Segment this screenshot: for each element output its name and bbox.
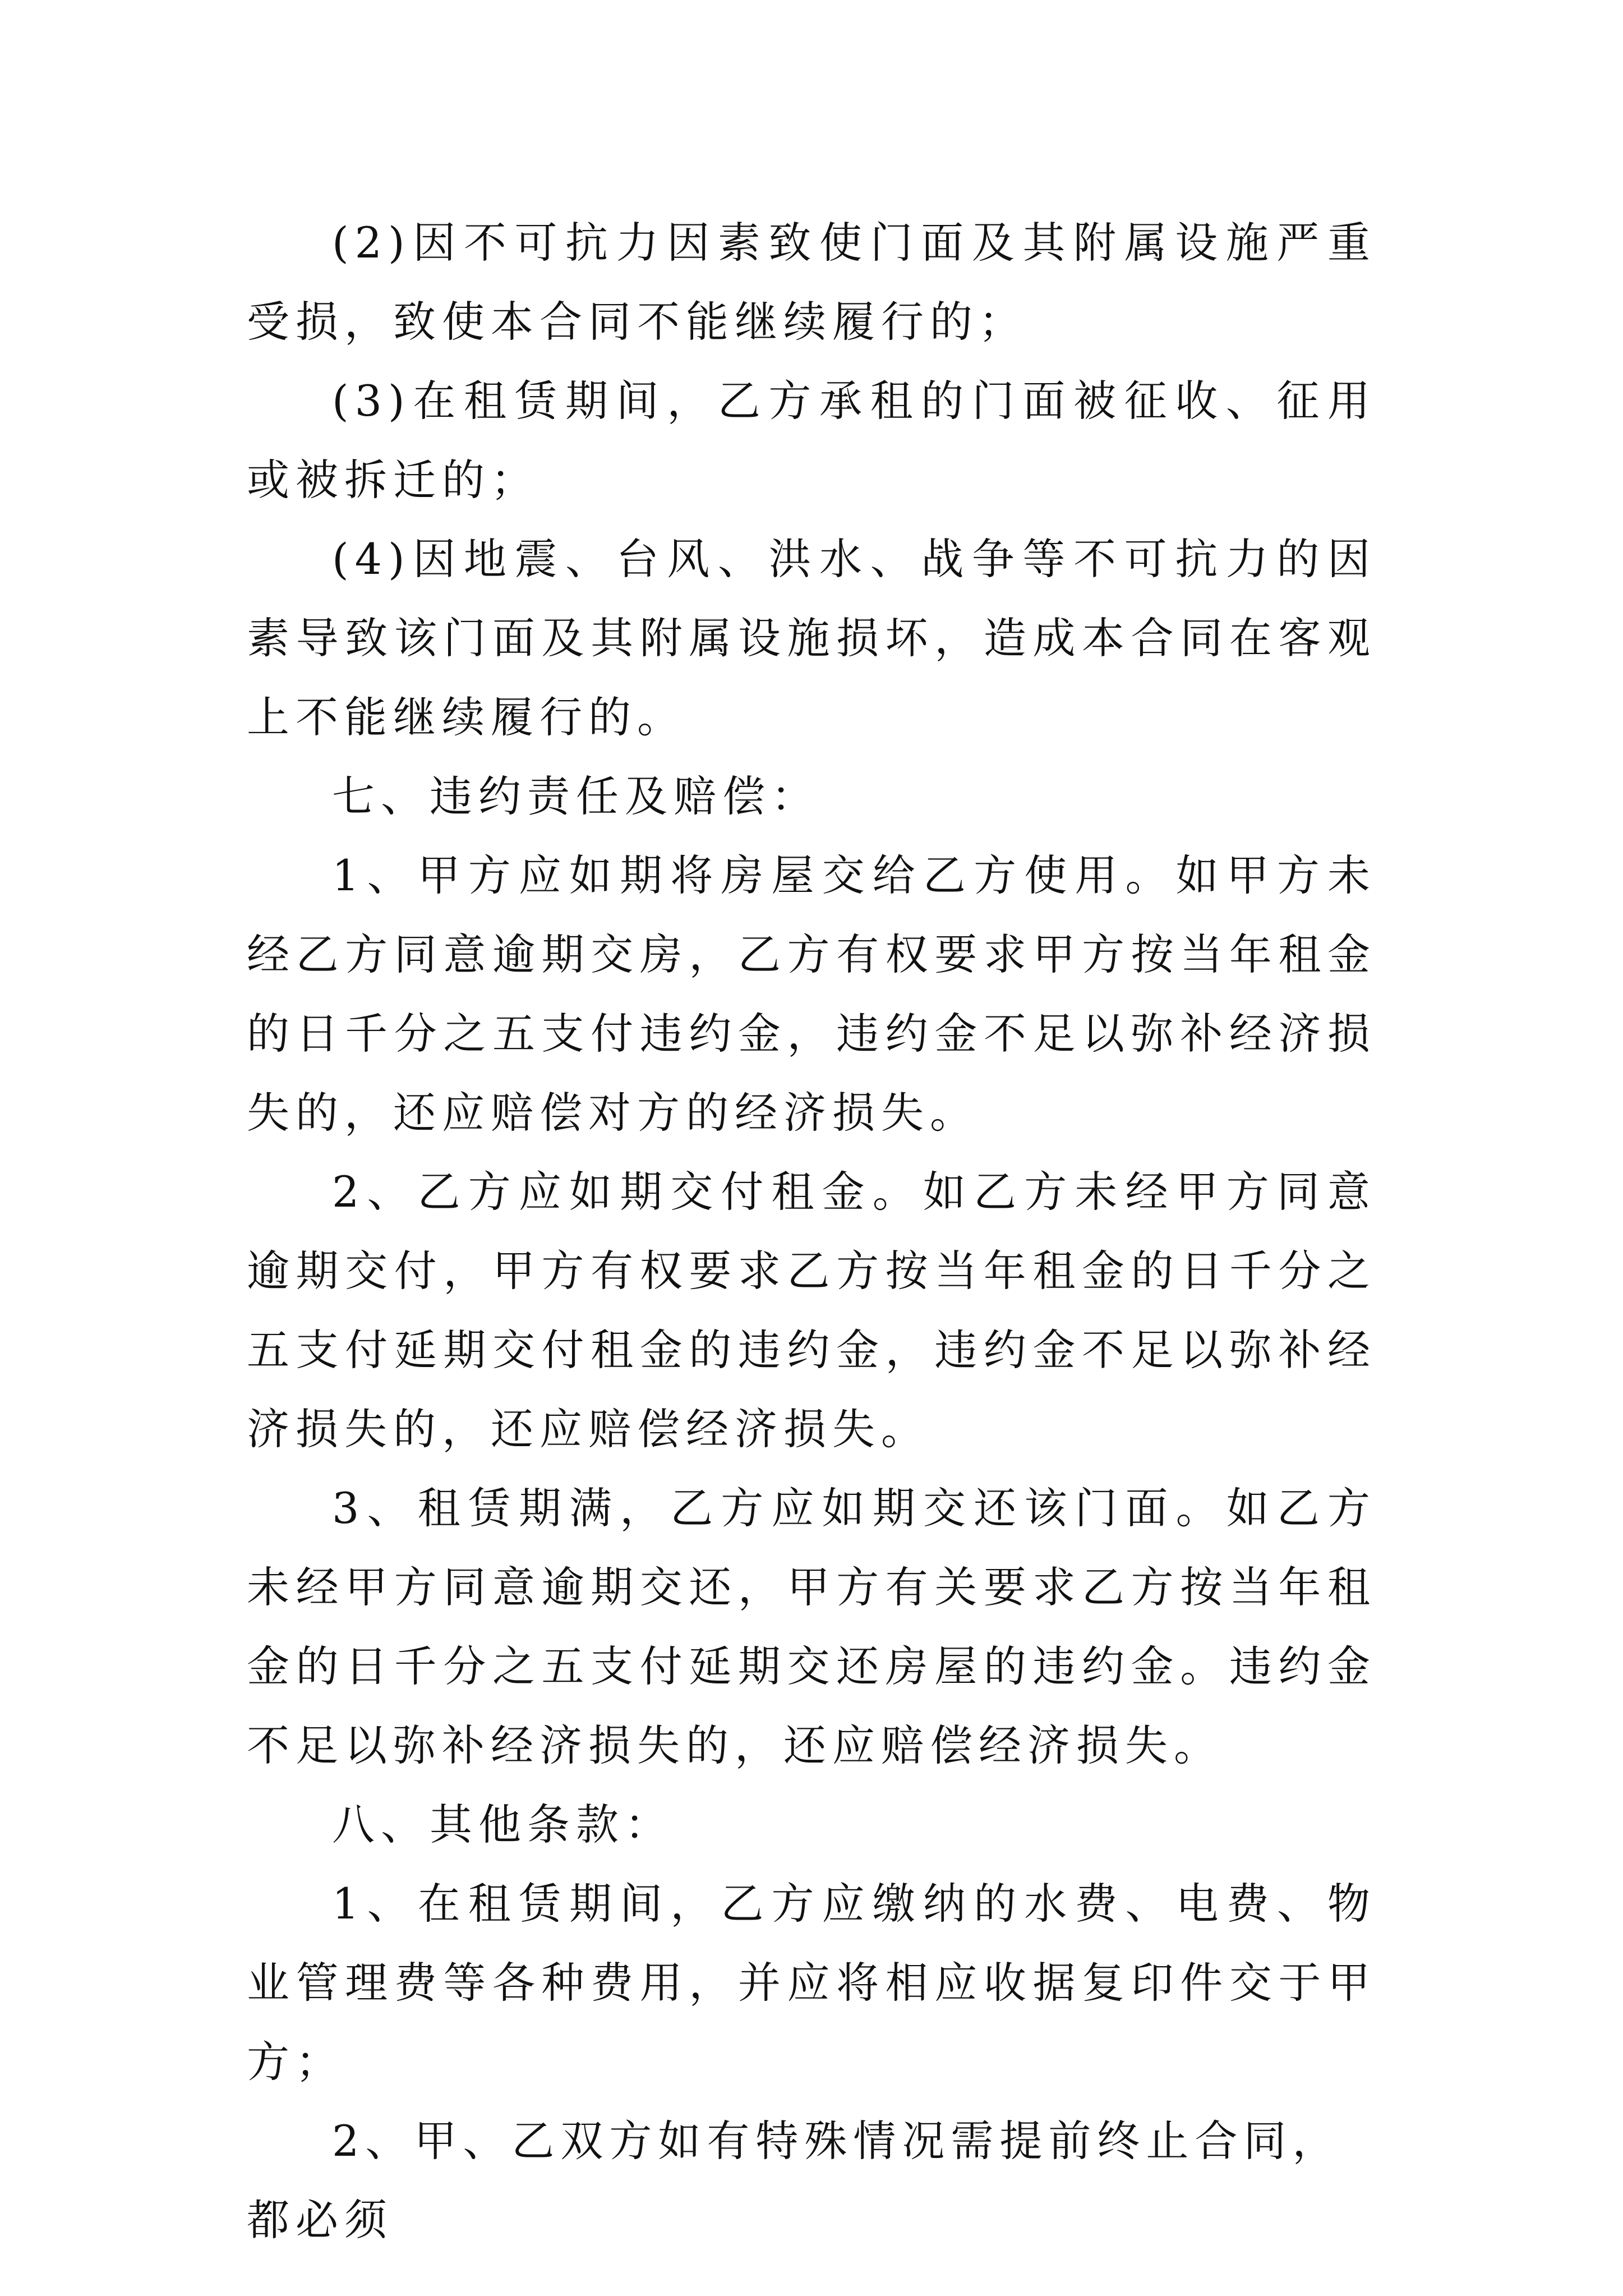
section-heading-other-terms: 八、其他条款： <box>332 1800 674 1849</box>
breach-clause-1: 1、甲方应如期将房屋交给乙方使用。如甲方未经乙方同意逾期交房，乙方有权要求甲方按当年租金的日千分之五支付违约金，违约金不足以弥补经济损失的，还应赔偿对方的经济损失。 <box>247 850 1376 1138</box>
clause-natural-disaster: (4)因地震、台风、洪水、战争等不可抗力的因素导致该门面及其附属设施损坏，造成本合同在客观上不能继续履行的。 <box>247 534 1376 742</box>
breach-clause-3: 3、租赁期满，乙方应如期交还该门面。如乙方未经甲方同意逾期交还，甲方有关要求乙方按当年租金的日千分之五支付延期交还房屋的违约金。违约金不足以弥补经济损失的，还应赔偿经济损失。 <box>247 1483 1376 1770</box>
clause-force-majeure-damage: (2)因不可抗力因素致使门面及其附属设施严重受损，致使本合同不能继续履行的； <box>247 218 1376 347</box>
section-heading-breach: 七、违约责任及赔偿： <box>332 771 820 821</box>
other-terms-clause-2: 2、甲、乙双方如有特殊情况需提前终止合同，都必须 <box>247 2116 1341 2245</box>
other-terms-clause-1: 1、在租赁期间，乙方应缴纳的水费、电费、物业管理费等各种费用，并应将相应收据复印件交于甲方； <box>247 1879 1376 2087</box>
breach-clause-2: 2、乙方应如期交付租金。如乙方未经甲方同意逾期交付，甲方有权要求乙方按当年租金的日千分之五支付延期交付租金的违约金，违约金不足以弥补经济损失的，还应赔偿经济损失。 <box>247 1167 1376 1454</box>
contract-body <box>247 203 1376 2260</box>
clause-expropriation: (3)在租赁期间，乙方承租的门面被征收、征用或被拆迁的； <box>247 376 1376 505</box>
